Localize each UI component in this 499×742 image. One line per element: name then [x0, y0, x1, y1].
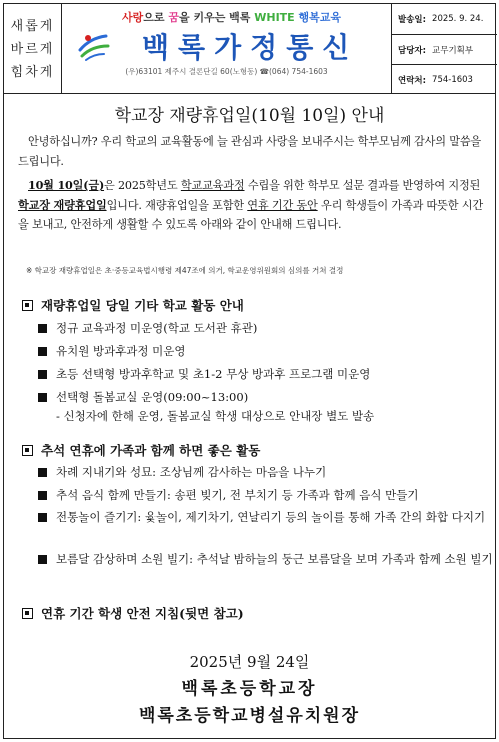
motto-line-1: 새롭게: [10, 18, 55, 34]
list-item-text: 보름달 감상하며 소원 빌기: 추석날 밤하늘의 둥근 보름달을 보며 가족과 함께 소원 빌기: [56, 552, 493, 566]
list-item: [38, 461, 493, 483]
section-heading-holiday: [22, 441, 260, 459]
meta-label: 연락처:: [398, 75, 427, 86]
list-item: [38, 548, 493, 570]
list-item: [38, 317, 493, 339]
document-title: 학교장 재량휴업일(10월 10일) 안내: [114, 106, 385, 126]
newsletter-title: 백록가정통신: [142, 31, 359, 64]
square-bullet-icon: [38, 393, 47, 402]
list-item: [38, 386, 493, 408]
square-bullet-icon: [38, 491, 47, 500]
section-heading-text: 재량휴업일 당일 기타 학교 활동 안내: [41, 298, 244, 313]
meta-value: 교무기획부: [432, 45, 474, 56]
list-item-text: 전통놀이 즐기기: 윷놀이, 제기차기, 연날리기 등의 놀이를 통해 가족 간의 화합 다지기: [56, 510, 486, 524]
list-item-text: 유치원 방과후과정 미운영: [56, 344, 186, 358]
paragraph-text: 은 2025학년도: [104, 179, 181, 192]
list-item-text: 선택형 돌봄교실 운영(09:00~13:00): [56, 390, 249, 404]
slogan: [122, 9, 341, 25]
section-heading-text: 연휴 기간 학생 안전 지침(뒷면 참고): [41, 606, 244, 621]
sub-note: - 신청자에 한해 운영, 돌봄교실 학생 대상으로 안내장 별도 발송: [56, 409, 375, 423]
square-bullet-icon: [38, 324, 47, 333]
principal-signature: 백록초등학교장: [181, 679, 318, 699]
meta-label: 발송일:: [398, 15, 427, 25]
list-item-text: 추석 음식 함께 만들기: 송편 빚기, 전 부치기 등 가족과 함께 음식 만들기: [56, 488, 419, 502]
holiday-period-term: 연휴 기간 동안: [247, 198, 318, 212]
header-center: [62, 4, 392, 94]
list-item-text: 정규 교육과정 미운영(학교 도서관 휴관): [56, 321, 258, 335]
newsletter-page: [3, 3, 496, 739]
square-bullet-icon: [38, 555, 47, 564]
motto-line-3: 힘차게: [10, 64, 55, 80]
school-motto: [4, 4, 62, 94]
greeting-paragraph: 안녕하십니까? 우리 학교의 교육활동에 늘 관심과 사랑을 보내주시는 학부모님께 감사의 말씀을 드립니다.: [18, 135, 482, 168]
slogan-text-1: 으로: [143, 11, 169, 24]
section-heading-safety: [22, 604, 244, 622]
list-item-text: 차례 지내기와 성묘: 조상님께 감사하는 마음을 나누기: [56, 465, 327, 479]
legal-note: ※ 학교장 재량휴업일은 초·중등교육법시행령 제47조에 의거, 학교운영위원회의 심의를 거쳐 결정: [26, 266, 344, 275]
kindergarten-director-signature: 백록초등학교병설유치원장: [138, 706, 361, 726]
slogan-love: 사랑: [122, 11, 144, 24]
closure-date: 10월 10일(금): [28, 178, 105, 192]
school-logo-icon: [74, 26, 114, 66]
list-item: [38, 484, 493, 506]
curriculum-term: 학교교육과정: [180, 179, 245, 192]
checkbox-square-icon: [22, 445, 33, 456]
meta-value: 754-1603: [432, 74, 473, 85]
section-heading-text: 추석 연휴에 가족과 함께 하면 좋은 활동: [41, 443, 261, 458]
header-meta: [392, 4, 497, 94]
square-bullet-icon: [38, 468, 47, 477]
square-bullet-icon: [38, 513, 47, 522]
paragraph-text: 입니다. 재량휴업일을 포함한: [106, 198, 248, 212]
paragraph-text: 우리 학생들이 가족과 따뜻한 시간을 보내고, 안전하게 생활할 수 있도록 아래와 같이 안내해 드립니다.: [18, 198, 483, 231]
slogan-white: WHITE: [254, 11, 295, 24]
notice-paragraph: [18, 176, 493, 235]
closure-term: 학교장 재량휴업일: [18, 197, 107, 212]
list-item: [38, 506, 493, 528]
school-address: (우)63101 제주시 결론단길 60(노형동) ☎(064) 754-1603: [125, 67, 328, 76]
square-bullet-icon: [38, 370, 47, 379]
slogan-text-2: 을 키우는 백록: [179, 11, 255, 24]
checkbox-square-icon: [22, 300, 33, 311]
slogan-happy: 행복교육: [294, 11, 342, 24]
list-item: [38, 363, 493, 385]
motto-line-2: 바르게: [10, 41, 55, 57]
newsletter-header: [4, 4, 495, 94]
paragraph-text: 수립을 위한 학부모 설문 결과를 반영하여 지정된: [244, 179, 481, 192]
slogan-dream: 꿈: [168, 11, 179, 24]
issue-date: 2025년 9월 24일: [189, 653, 310, 671]
list-item-text: 초등 선택형 방과후학교 및 초1-2 무상 방과후 프로그램 미운영: [56, 367, 371, 381]
square-bullet-icon: [38, 347, 47, 356]
section-heading-activities: [22, 296, 244, 314]
meta-phone: [392, 64, 497, 94]
meta-send-date: [392, 4, 497, 34]
meta-label: 담당자:: [398, 45, 427, 56]
meta-contact-person: [392, 34, 497, 64]
meta-value: 2025. 9. 24.: [432, 14, 484, 24]
checkbox-square-icon: [22, 608, 33, 619]
list-item: [38, 340, 493, 362]
